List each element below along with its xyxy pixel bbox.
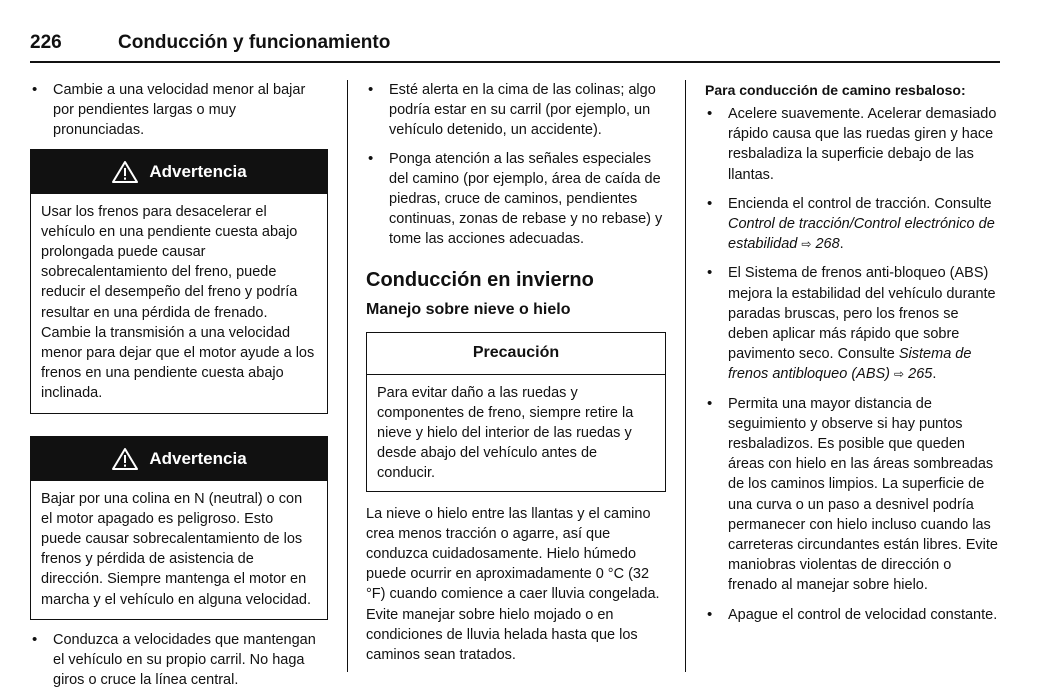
warning-triangle-icon xyxy=(111,160,139,184)
column-divider-1 xyxy=(347,80,348,672)
warning-title: Advertencia xyxy=(149,448,247,468)
list-item: • Esté alerta en la cima de las colinas; algo podría estar en su carril (por ejemplo, un vehículo detenido, un accidente). xyxy=(366,80,666,141)
header-divider xyxy=(30,61,1000,63)
cross-reference-link[interactable]: Control de tracción/Control electrónico de estabilidad xyxy=(728,216,995,253)
caution-title: Precaución xyxy=(367,333,665,375)
reference-page[interactable]: 265 xyxy=(908,366,933,383)
column-1 xyxy=(30,80,328,690)
column-divider-2 xyxy=(685,80,686,672)
warning-box-2 xyxy=(30,436,328,620)
list-item: • Cambie a una velocidad menor al bajar por pendientes largas o muy pronunciadas. xyxy=(30,80,328,141)
warning-triangle-icon xyxy=(111,447,139,471)
cross-reference-link[interactable]: Sistema de frenos antibloqueo (ABS) xyxy=(728,346,972,383)
item-text: Encienda el control de tracción. Consulte xyxy=(728,195,992,212)
warning-header xyxy=(31,437,327,481)
caution-box xyxy=(366,332,666,492)
page-arrow-icon: ⇨ xyxy=(894,367,905,382)
list-item xyxy=(705,263,1001,384)
bullet-list xyxy=(705,104,1001,625)
bullet-list xyxy=(30,630,328,691)
warning-text: Usar los frenos para desacelerar el vehículo en una pendiente cuesta abajo prolongada puede causar sobrecalentamiento del freno, puede reducir el desempeño del freno y podría resultar en una pérdida de frenado. Cambie la transmisión a una velocidad menor para dejar que el motor ayude a los frenos en una pendiente cuesta abajo inclinada. xyxy=(41,203,315,402)
list-item: • Acelere suavemente. Acelerar demasiado rápido causa que las ruedas giren y hace resbaladiza la superficie debajo de las llantas. xyxy=(705,104,1001,185)
list-item: • Conduzca a velocidades que mantengan el vehículo en su propio carril. No haga giros o cruce la línea central. xyxy=(30,630,328,691)
warning-header xyxy=(31,150,327,194)
list-heading: Para conducción de camino resbaloso: xyxy=(705,82,966,98)
warning-text: Bajar por una colina en N (neutral) o con el motor apagado es peligroso. Esto puede causar sobrecalentamiento de los frenos y pérdida de asistencia de dirección. Siempre mantenga el motor en marcha y el vehículo en alguna velocidad. xyxy=(41,490,312,608)
warning-title: Advertencia xyxy=(149,161,247,181)
item-end: . xyxy=(839,236,844,253)
list-item: • Permita una mayor distancia de seguimiento y observe si hay puntos resbaladizos. Es posible que queden áreas con hielo en las áreas sombreadas de los caminos limpios. La superficie de una curva o un paso a desnivel podría permanecer con hielo incluso cuando las carreteras circundantes están libres. Evite maniobras violentas de dirección o frenado al manejar sobre hielo. xyxy=(705,394,1001,596)
list-item xyxy=(705,194,1001,255)
reference-page[interactable]: 268 xyxy=(815,236,840,253)
section-heading: Conducción en invierno xyxy=(366,268,594,291)
page-header xyxy=(30,30,1000,64)
page-arrow-icon: ⇨ xyxy=(801,237,812,252)
item-end: . xyxy=(932,366,937,383)
page-number: 226 xyxy=(30,32,62,53)
subsection-heading: Manejo sobre nieve o hielo xyxy=(366,300,571,318)
list-item: • Ponga atención a las señales especiales del camino (por ejemplo, área de caída de piedras, cruce de caminos, pendientes continuas, zonas de rebase y no rebase) y tome las acciones adecuadas. xyxy=(366,149,666,250)
bullet-list xyxy=(366,80,666,250)
item-text: El Sistema de frenos anti-bloqueo (ABS) mejora la estabilidad del vehículo durante paradas bruscas, pero los frenos se deben aplicar más rápido que sobre pavimento seco. Consulte xyxy=(728,265,996,363)
list-item: • Apague el control de velocidad constante. xyxy=(705,605,1001,625)
bullet-list xyxy=(30,80,328,141)
section-title: Conducción y funcionamiento xyxy=(118,32,391,53)
warning-box-1 xyxy=(30,149,328,414)
caution-text: Para evitar daño a las ruedas y componentes de freno, siempre retire la nieve y hielo del interior de las ruedas y desde abajo del vehículo antes de conducir. xyxy=(377,384,634,482)
column-3 xyxy=(705,80,1001,625)
column-2 xyxy=(366,80,666,665)
body-paragraph: La nieve o hielo entre las llantas y el camino crea menos tracción o agarre, así que conduzca cuidadosamente. Hielo húmedo puede ocurrir en aproximadamente 0 °C (32 °F) cuando comience a caer lluvia congelada. Evite manejar sobre hielo mojado o en condiciones de lluvia helada hasta que los caminos sean tratados. xyxy=(366,505,660,664)
